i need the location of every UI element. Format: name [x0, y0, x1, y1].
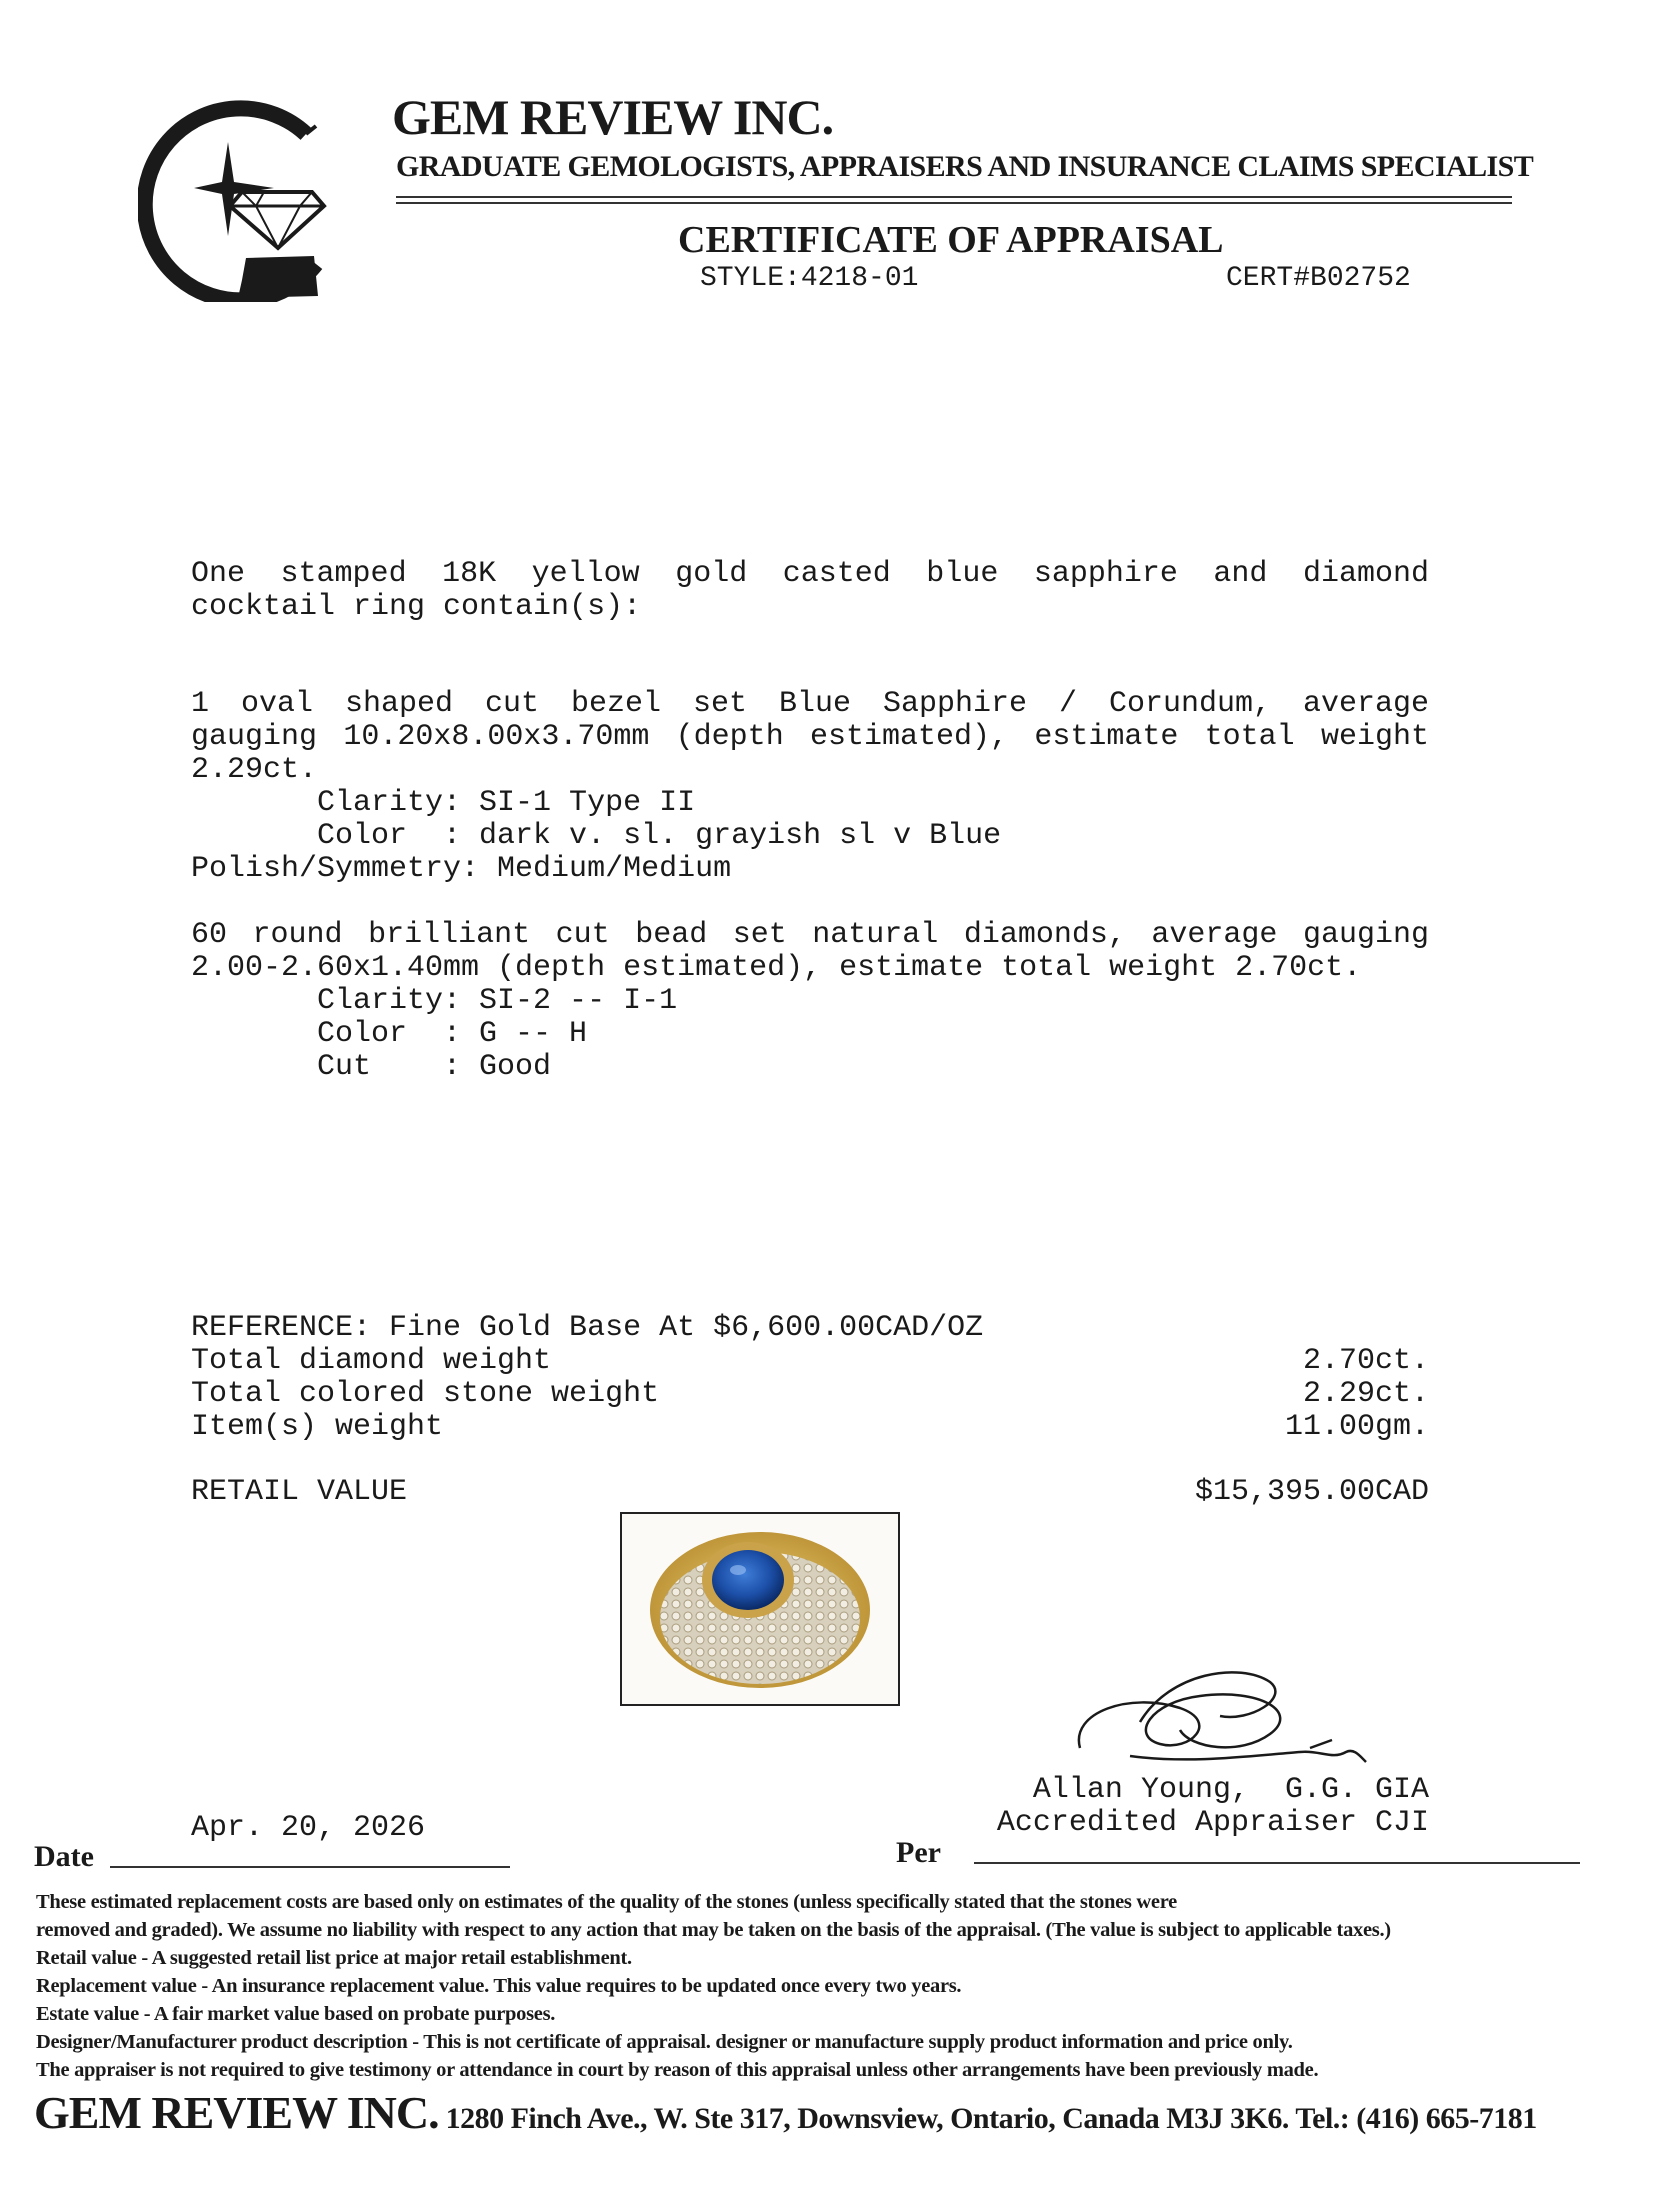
- header-rule-bottom: [396, 202, 1512, 204]
- disclaimer-line: Estate value - A fair market value based on probate purposes.: [36, 2003, 556, 2025]
- sapphire-line3: 2.29ct.: [191, 753, 318, 787]
- appraisal-date: Apr. 20, 2026: [191, 1811, 426, 1845]
- header-rule-top: [396, 196, 1512, 198]
- disclaimer-line: These estimated replacement costs are based only on estimates of the quality of the stones (unless specifically stated that the stones were: [36, 1891, 1177, 1913]
- diamonds-line2: 2.00-2.60x1.40mm (depth estimated), estimate total weight 2.70ct.: [191, 951, 1362, 985]
- appraiser-name: Allan Young, G.G. GIA: [1032, 1773, 1429, 1807]
- reference-gold-base: REFERENCE: Fine Gold Base At $6,600.00CAD/OZ: [191, 1311, 984, 1345]
- certificate-number: CERT#B02752: [1226, 263, 1411, 294]
- diamonds-cut: Cut : Good: [191, 1050, 552, 1084]
- disclaimer-line: Designer/Manufacturer product description - This is not certificate of appraisal. designer or manufacture supply product information and price only.: [36, 2031, 1293, 2053]
- footer-address: 1280 Finch Ave., W. Ste 317, Downsview, Ontario, Canada M3J 3K6. Tel.: (416) 665-7181: [438, 2102, 1537, 2135]
- diamonds-line1: 60 round brilliant cut bead set natural diamonds, average gauging: [191, 918, 1429, 952]
- certificate-title: CERTIFICATE OF APPRAISAL: [678, 219, 1224, 261]
- summary-value-item-weight: 11.00gm.: [1284, 1410, 1429, 1444]
- per-label: Per: [896, 1836, 941, 1869]
- disclaimer-line: removed and graded). We assume no liability with respect to any action that may be taken on the basis of the appraisal. (The value is subject to applicable taxes.): [36, 1919, 1391, 1941]
- appraiser-title: Accredited Appraiser CJI: [996, 1806, 1429, 1840]
- date-label: Date: [34, 1840, 94, 1873]
- footer: [34, 2086, 1537, 2139]
- ring-photo: [620, 1512, 900, 1706]
- disclaimer-line: Retail value - A suggested retail list price at major retail establishment.: [36, 1947, 632, 1969]
- sapphire-clarity: Clarity: SI-1 Type II: [191, 786, 696, 820]
- diamonds-color: Color : G -- H: [191, 1017, 588, 1051]
- company-name: GEM REVIEW INC.: [392, 89, 834, 145]
- style-number: STYLE:4218-01: [700, 263, 919, 294]
- sapphire-line2: gauging 10.20x8.00x3.70mm (depth estimated), estimate total weight: [191, 720, 1429, 754]
- retail-value-label: RETAIL VALUE: [191, 1475, 408, 1509]
- company-logo: [138, 96, 338, 302]
- diamonds-clarity: Clarity: SI-2 -- I-1: [191, 984, 678, 1018]
- disclaimer-line: Replacement value - An insurance replacement value. This value requires to be updated once every two years.: [36, 1975, 962, 1997]
- sapphire-line1: 1 oval shaped cut bezel set Blue Sapphire / Corundum, average: [191, 687, 1429, 721]
- date-line: [110, 1866, 510, 1868]
- disclaimer-line: The appraiser is not required to give testimony or attendance in court by reason of this appraisal unless other arrangements have been previously made.: [36, 2059, 1319, 2081]
- disclaimer: [36, 1888, 1636, 2084]
- description-intro-line2: cocktail ring contain(s):: [191, 590, 642, 624]
- description-intro-line1: One stamped 18K yellow gold casted blue sapphire and diamond: [191, 557, 1429, 591]
- sapphire-color: Color : dark v. sl. grayish sl v Blue: [191, 819, 1002, 853]
- ring-illustration: [622, 1514, 898, 1704]
- appraiser-signature: [1070, 1652, 1370, 1778]
- summary-label-diamond-weight: Total diamond weight: [191, 1344, 552, 1378]
- retail-value-amount: $15,395.00CAD: [1194, 1475, 1429, 1509]
- footer-company-name: GEM REVIEW INC.: [34, 2087, 439, 2138]
- sapphire-polish-symmetry: Polish/Symmetry: Medium/Medium: [191, 852, 732, 886]
- summary-label-colored-stone-weight: Total colored stone weight: [191, 1377, 660, 1411]
- company-tagline: GRADUATE GEMOLOGISTS, APPRAISERS AND INSURANCE CLAIMS SPECIALIST: [396, 150, 1534, 183]
- summary-value-colored-stone-weight: 2.29ct.: [1302, 1377, 1429, 1411]
- summary-value-diamond-weight: 2.70ct.: [1302, 1344, 1429, 1378]
- summary-label-item-weight: Item(s) weight: [191, 1410, 444, 1444]
- per-line: [974, 1862, 1580, 1864]
